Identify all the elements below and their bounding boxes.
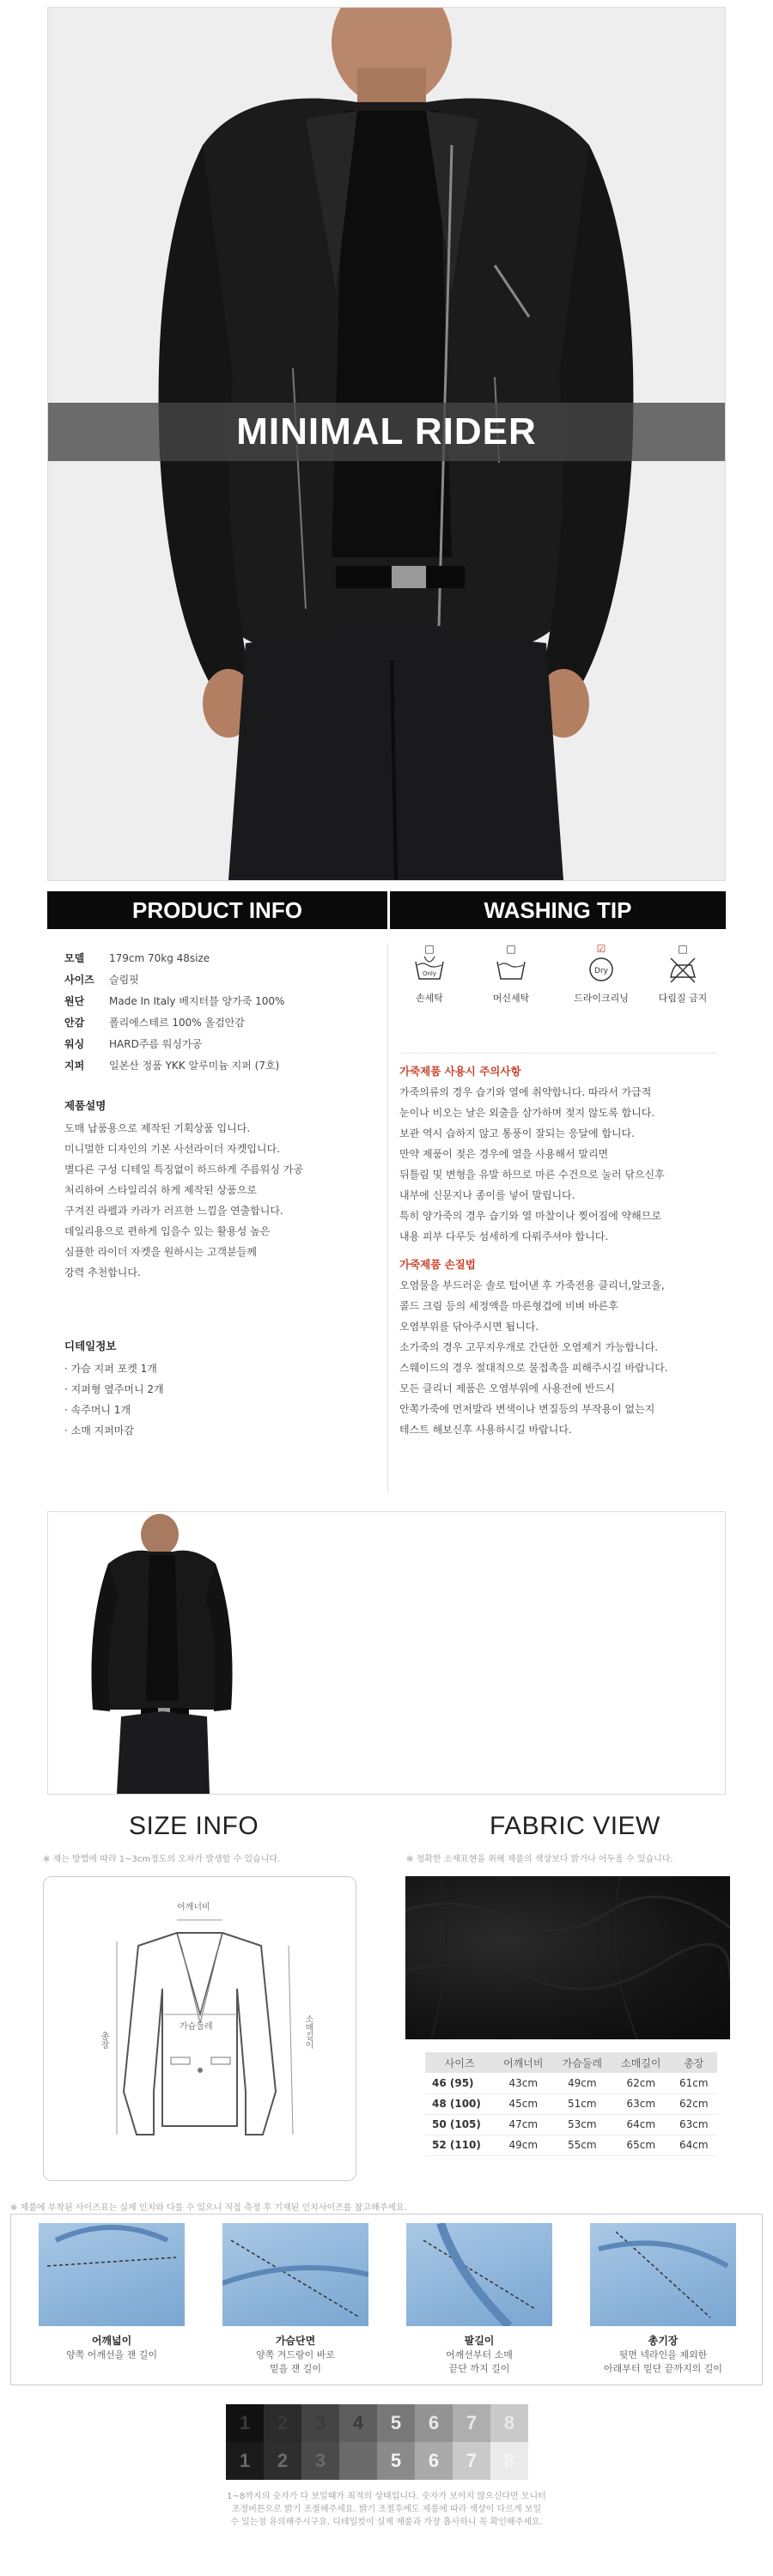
table-cell: 49cm	[494, 2135, 553, 2155]
color-scale-row	[226, 2404, 528, 2442]
chest-measure-icon	[222, 2223, 368, 2326]
wash-label: 드라이크리닝	[574, 993, 629, 1004]
cleaning-line: 테스트 해보신후 사용하시길 바랍니다.	[399, 1424, 572, 1436]
table-cell: 49cm	[553, 2073, 612, 2093]
cleaning-line: 모든 클리너 제품은 오염부위에 사용전에 반드시	[399, 1382, 615, 1394]
table-cell: 46 (95)	[425, 2073, 494, 2093]
care-line: 눈이나 비오는 날은 외출을 삼가하며 젖지 않도록 합니다.	[399, 1107, 655, 1119]
table-cell: 65cm	[612, 2135, 671, 2155]
table-row	[425, 2093, 717, 2114]
table-header-cell: 사이즈	[425, 2052, 494, 2073]
color-scale-swatch-light: 5	[377, 2442, 415, 2480]
spec-key: 지퍼	[64, 1060, 85, 1072]
measure-item	[406, 2223, 552, 2378]
footer-note-line: 조정버튼으로 밝기 조절해주세요. 밝기 조절후에도 제품에 따라 색상이 다르게 보일	[231, 2505, 542, 2514]
color-scale-swatch-light: 7	[453, 2442, 490, 2480]
table-row	[425, 2114, 717, 2135]
measure-desc: 양쪽 겨드랑이 바로	[255, 2349, 335, 2360]
care-line: 가죽의류의 경우 습기와 열에 취약합니다. 따라서 가급적	[399, 1086, 652, 1098]
table-cell: 62cm	[671, 2093, 717, 2114]
svg-text:Dry: Dry	[594, 967, 608, 975]
size-info-title: SIZE INFO	[129, 1812, 259, 1840]
measure-desc: 밑을 잰 길이	[269, 2363, 322, 2374]
spec-value: 폴리에스테르 100% 올검안감	[109, 1017, 245, 1029]
washing-tip-header: WASHING TIP	[387, 891, 726, 929]
hero-photo	[47, 7, 726, 881]
spec-row	[64, 1034, 374, 1055]
hero-banner: MINIMAL RIDER	[48, 403, 725, 461]
details-title: 디테일정보	[64, 1340, 117, 1352]
wash-icons	[399, 943, 717, 1046]
spec-key: 사이즈	[64, 974, 94, 986]
cleaning-line: 스웨이드의 경우 절대적으로 물접촉을 피해주시길 바랍니다.	[399, 1362, 668, 1374]
measure-desc: 양쪽 어깨선을 잰 길이	[65, 2349, 158, 2360]
care-block	[399, 1063, 721, 1247]
table-cell: 50 (105)	[425, 2114, 494, 2135]
wash-label: 손세탁	[416, 993, 443, 1004]
detail-photo	[47, 1511, 726, 1795]
color-scale-swatch: 7	[453, 2404, 490, 2442]
color-scale-swatch-light: 6	[415, 2442, 453, 2480]
description-line: 도매 납품용으로 제작된 기획상품 입니다.	[64, 1122, 251, 1134]
color-scale-swatch-light: 8	[490, 2442, 528, 2480]
color-scale-swatch: 5	[377, 2404, 415, 2442]
fabric-view-title: FABRIC VIEW	[490, 1812, 660, 1840]
table-header-cell: 소매길이	[612, 2052, 671, 2073]
measure-label: 어깨넓이	[91, 2335, 132, 2347]
diagram-label-length: 총장	[99, 2032, 108, 2049]
description-line: 별다른 구성 디테일 특징없이 하드하게 주름워싱 가공	[64, 1163, 303, 1176]
table-row	[425, 2073, 717, 2093]
spec-row	[64, 991, 374, 1012]
color-scale-swatch: 1	[226, 2404, 264, 2442]
description-line: 구겨진 라펠과 카라가 러프한 느낌을 연출합니다.	[64, 1205, 283, 1217]
color-scale-swatch-light: 3	[301, 2442, 339, 2480]
details-block	[64, 1338, 382, 1441]
size-info-note: ※ 재는 방법에 따라 1~3cm정도의 오차가 발생할 수 있습니다.	[43, 1855, 281, 1864]
measure-label: 가슴단면	[275, 2335, 316, 2347]
spec-value: HARD주름 워싱가공	[109, 1038, 203, 1050]
measure-item	[39, 2223, 185, 2378]
measure-photo	[590, 2223, 736, 2326]
cleaning-line: 소가죽의 경우 고무지우개로 간단한 오염제거 가능합니다.	[399, 1341, 659, 1353]
footer-note-line: 수 있는점 유의해주시구요. 디테일컷이 실제 제품과 가장 흡사하니 꼭 확인해주세요.	[230, 2518, 543, 2527]
color-scale-swatch-light: 4	[339, 2442, 377, 2480]
description-line: 처리하여 스타일리쉬 하게 제작된 상품으로	[64, 1184, 257, 1196]
table-cell: 64cm	[671, 2135, 717, 2155]
color-scale-swatch: 8	[490, 2404, 528, 2442]
wash-divider	[399, 1053, 717, 1054]
spec-value: 슬림핏	[109, 974, 139, 986]
table-cell: 51cm	[553, 2093, 612, 2114]
wash-icon-item	[567, 943, 636, 1005]
cleaning-line: 콜드 크림 등의 세정액을 마른형겁에 비벼 바른후	[399, 1300, 618, 1312]
description-line: 심플한 라이더 자켓을 원하시는 고객분들께	[64, 1246, 257, 1258]
care-line: 만약 제품이 젖은 경우에 열을 사용해서 말리면	[399, 1148, 609, 1160]
spec-list	[64, 948, 374, 1077]
table-cell: 64cm	[612, 2114, 671, 2135]
column-divider	[387, 943, 388, 1492]
color-scale	[226, 2404, 528, 2480]
wash-icon-item	[404, 943, 455, 1005]
spec-key: 모델	[64, 952, 85, 964]
detail-item: · 가슴 지퍼 포켓 1개	[64, 1363, 157, 1375]
machine-wash-icon	[494, 955, 528, 984]
measure-desc: 아래부터 밑단 끝까지의 길이	[603, 2363, 722, 2374]
table-cell: 48 (100)	[425, 2093, 494, 2114]
measure-desc: 뒷면 넥라인을 제외한	[618, 2349, 708, 2360]
wash-icon-item	[653, 943, 713, 1005]
table-row	[425, 2135, 717, 2155]
table-header-cell: 총장	[671, 2052, 717, 2073]
care-title: 가죽제품 사용시 주의사항	[399, 1065, 521, 1078]
care-line: 뒤틀림 및 변형을 유발 하므로 마른 수건으로 눌러 닦으신후	[399, 1169, 665, 1181]
cleaning-line: 오염부위를 닦아주시면 됩니다.	[399, 1321, 539, 1333]
care-line: 보관 역시 습하지 않고 통풍이 잘되는 응달에 합니다.	[399, 1127, 635, 1139]
color-scale-swatch: 2	[264, 2404, 301, 2442]
svg-text:Only: Only	[422, 970, 437, 977]
length-measure-icon	[590, 2223, 736, 2326]
measure-photo	[39, 2223, 185, 2326]
spec-value: 179cm 70kg 48size	[109, 952, 210, 964]
measure-note: ※ 제품에 부착된 사이즈표는 실제 인치와 다를 수 있으니 직접 측정 후 기재된 인치사이즈를 참고해주세요.	[10, 2203, 407, 2213]
shoulder-measure-icon	[39, 2223, 185, 2326]
table-cell: 63cm	[671, 2114, 717, 2135]
spec-key: 원단	[64, 995, 85, 1007]
table-cell: 63cm	[612, 2093, 671, 2114]
detail-item: · 지퍼형 옆주머니 2개	[64, 1383, 164, 1395]
size-table	[425, 2052, 717, 2156]
care-line: 내용 피부 다루듯 섬세하게 다뤄주셔야 합니다.	[399, 1230, 609, 1242]
table-header-cell: 어깨너비	[494, 2052, 553, 2073]
checkbox-icon: □	[424, 943, 435, 955]
measure-label: 팔길이	[464, 2335, 495, 2347]
spec-key: 안감	[64, 1017, 85, 1029]
diagram-label-chest: 가슴둘레	[180, 2022, 213, 2032]
leather-texture	[405, 1876, 730, 2039]
description-line: 미니멀한 디자인의 기본 사선라이더 자켓입니다.	[64, 1143, 280, 1155]
measure-photo	[406, 2223, 552, 2326]
measure-desc: 끝단 까지 길이	[448, 2363, 510, 2374]
description-title: 제품설명	[64, 1099, 107, 1112]
spec-row	[64, 1012, 374, 1034]
spec-row	[64, 969, 374, 991]
spec-row	[64, 948, 374, 969]
fabric-swatch	[405, 1876, 730, 2039]
diagram-label-sleeve: 소매길이	[303, 2014, 313, 2049]
checkbox-icon: □	[678, 943, 688, 955]
product-info-header: PRODUCT INFO	[47, 891, 387, 929]
spec-value: Made In Italy 베지터블 양가죽 100%	[109, 995, 285, 1007]
table-cell: 43cm	[494, 2073, 553, 2093]
measure-item	[222, 2223, 368, 2378]
detail-item: · 속주머니 1개	[64, 1404, 131, 1416]
cleaning-line: 오염물을 부드러운 솔로 털어낸 후 가죽전용 클리너,알코올,	[399, 1279, 665, 1291]
info-section	[47, 891, 726, 1501]
table-cell: 61cm	[671, 2073, 717, 2093]
cleaning-title: 가죽제품 손질법	[399, 1258, 476, 1271]
table-cell: 55cm	[553, 2135, 612, 2155]
measure-guide	[10, 2214, 763, 2385]
diagram-label-shoulder: 어깨너비	[177, 1903, 210, 1912]
detail-item: · 소매 지퍼마감	[64, 1425, 134, 1437]
table-cell: 53cm	[553, 2114, 612, 2135]
measure-label: 총기장	[648, 2335, 679, 2347]
size-table-header	[425, 2052, 717, 2073]
color-scale-swatch: 6	[415, 2404, 453, 2442]
measure-item	[590, 2223, 736, 2378]
description-line: 강력 추천합니다.	[64, 1267, 141, 1279]
fabric-view-note: ※ 정확한 소재표현을 위해 제품의 색상보다 밝거나 어두울 수 있습니다.	[406, 1855, 673, 1864]
spec-row	[64, 1055, 374, 1077]
table-cell: 62cm	[612, 2073, 671, 2093]
table-header-cell: 가슴둘레	[553, 2052, 612, 2073]
checkbox-icon: ☑	[596, 943, 606, 955]
spec-value: 일본산 정품 YKK 알루미늄 지퍼 (7호)	[109, 1060, 280, 1072]
description-line: 데일리용으로 편하게 입을수 있는 활용성 높은	[64, 1225, 271, 1237]
table-cell: 45cm	[494, 2093, 553, 2114]
care-line: 내부에 신문지나 종이를 넣어 말립니다.	[399, 1189, 575, 1201]
table-cell: 47cm	[494, 2114, 553, 2135]
measure-desc: 어깨선부터 소매	[446, 2349, 513, 2360]
model-small-illustration	[48, 1512, 725, 1794]
checkbox-icon: □	[506, 943, 516, 955]
table-cell: 52 (110)	[425, 2135, 494, 2155]
cleaning-line: 안쪽가죽에 먼저발라 변색이나 변질등의 부작용이 없는지	[399, 1403, 655, 1415]
footer-note	[172, 2490, 601, 2529]
color-scale-swatch-light: 1	[226, 2442, 264, 2480]
measure-photo	[222, 2223, 368, 2326]
no-iron-icon	[666, 955, 700, 984]
sleeve-measure-icon	[406, 2223, 552, 2326]
care-line: 특히 양가죽의 경우 습기와 열 마찰이나 찢어짐에 약해므로	[399, 1210, 661, 1222]
dry-clean-icon	[584, 955, 618, 984]
color-scale-swatch-light: 2	[264, 2442, 301, 2480]
size-diagram	[43, 1876, 356, 2181]
spec-key: 워싱	[64, 1038, 85, 1050]
color-scale-swatch: 3	[301, 2404, 339, 2442]
cleaning-block	[399, 1256, 721, 1440]
description-block	[64, 1097, 382, 1283]
hand-wash-icon	[412, 955, 447, 984]
color-scale-swatch: 4	[339, 2404, 377, 2442]
color-scale-row-light	[226, 2442, 528, 2480]
wash-label: 머신세탁	[492, 993, 530, 1004]
wash-icon-item	[485, 943, 537, 1005]
wash-label: 다림질 금지	[658, 993, 708, 1004]
footer-note-line: 1~8까지의 숫자가 다 보일때가 최적의 상태입니다. 숫자가 보이지 않으신다면 모니터	[227, 2492, 546, 2501]
